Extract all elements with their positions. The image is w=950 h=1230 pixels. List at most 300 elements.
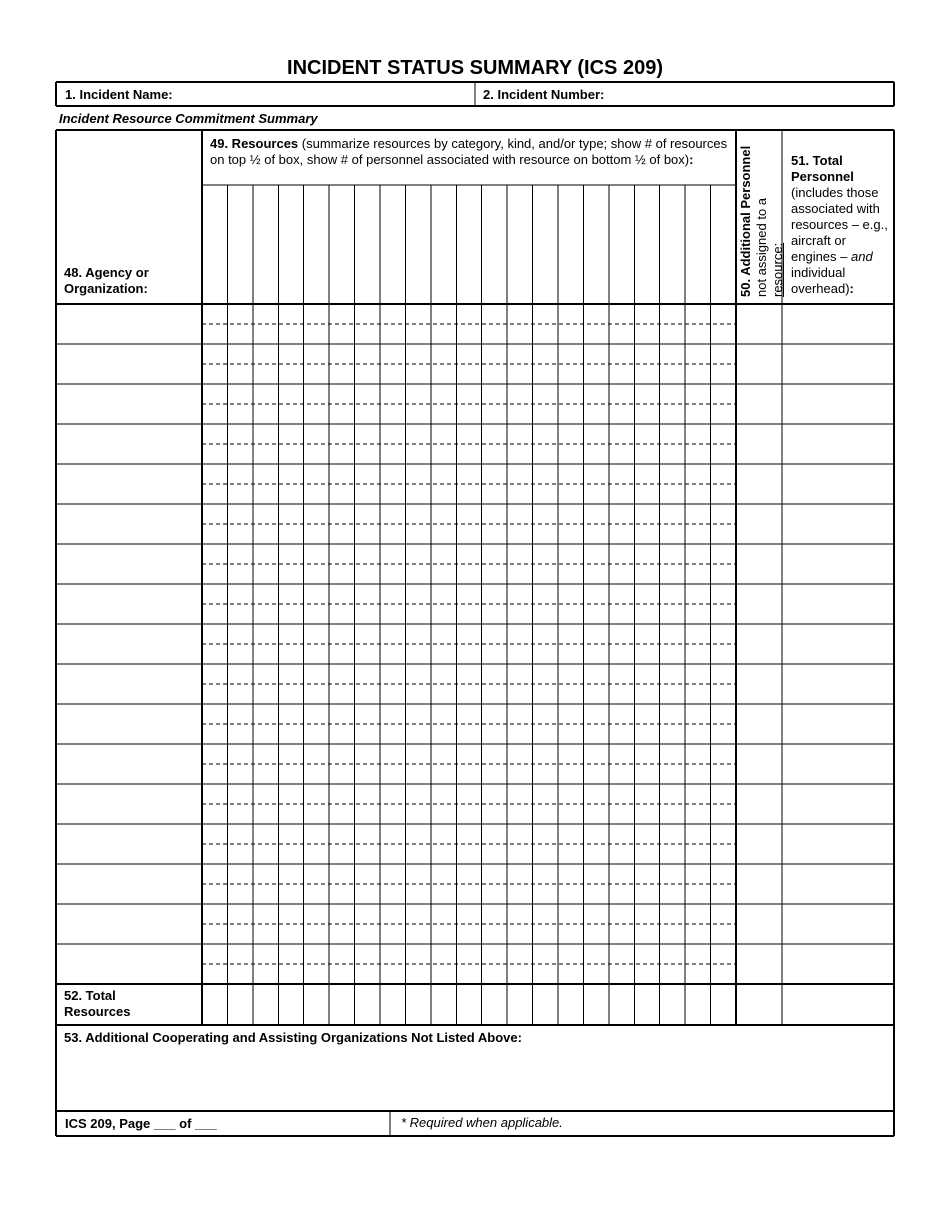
resource-personnel-cell[interactable]	[610, 685, 633, 703]
resource-count-cell[interactable]	[432, 505, 455, 523]
resource-count-cell[interactable]	[203, 425, 226, 443]
resource-count-cell[interactable]	[686, 905, 709, 923]
resource-count-cell[interactable]	[508, 425, 531, 443]
resource-personnel-cell[interactable]	[279, 445, 302, 463]
resource-count-cell[interactable]	[661, 425, 684, 443]
resource-personnel-cell[interactable]	[432, 405, 455, 423]
resource-count-cell[interactable]	[457, 825, 480, 843]
resource-personnel-cell[interactable]	[406, 325, 429, 343]
total-personnel-cell[interactable]	[784, 546, 892, 582]
resource-count-cell[interactable]	[508, 345, 531, 363]
agency-cell[interactable]	[58, 706, 200, 742]
resource-personnel-cell[interactable]	[635, 845, 658, 863]
resource-personnel-cell[interactable]	[559, 765, 582, 783]
resource-personnel-cell[interactable]	[457, 485, 480, 503]
resource-personnel-cell[interactable]	[432, 525, 455, 543]
resource-personnel-cell[interactable]	[254, 965, 277, 983]
resource-personnel-cell[interactable]	[432, 725, 455, 743]
resource-count-cell[interactable]	[254, 425, 277, 443]
resource-personnel-cell[interactable]	[661, 325, 684, 343]
resource-count-cell[interactable]	[712, 625, 735, 643]
resource-personnel-cell[interactable]	[381, 325, 404, 343]
resource-personnel-cell[interactable]	[508, 765, 531, 783]
resource-personnel-cell[interactable]	[483, 845, 506, 863]
resource-count-cell[interactable]	[330, 305, 353, 323]
resource-personnel-cell[interactable]	[635, 365, 658, 383]
resource-count-cell[interactable]	[254, 345, 277, 363]
resource-personnel-cell[interactable]	[381, 765, 404, 783]
resource-count-cell[interactable]	[686, 945, 709, 963]
resource-count-cell[interactable]	[661, 705, 684, 723]
resource-personnel-cell[interactable]	[712, 965, 735, 983]
resource-personnel-cell[interactable]	[534, 605, 557, 623]
resource-personnel-cell[interactable]	[483, 445, 506, 463]
resource-count-cell[interactable]	[381, 465, 404, 483]
resource-personnel-cell[interactable]	[381, 525, 404, 543]
total-resources-cell[interactable]	[457, 985, 480, 1023]
resource-personnel-cell[interactable]	[432, 325, 455, 343]
resource-personnel-cell[interactable]	[635, 685, 658, 703]
resource-count-cell[interactable]	[534, 625, 557, 643]
resource-count-cell[interactable]	[686, 345, 709, 363]
resource-count-cell[interactable]	[406, 465, 429, 483]
resource-count-cell[interactable]	[457, 345, 480, 363]
resource-count-cell[interactable]	[432, 305, 455, 323]
resource-personnel-cell[interactable]	[254, 765, 277, 783]
resource-personnel-cell[interactable]	[228, 885, 251, 903]
resource-count-cell[interactable]	[279, 745, 302, 763]
resource-count-cell[interactable]	[254, 665, 277, 683]
resource-count-cell[interactable]	[534, 305, 557, 323]
resource-personnel-cell[interactable]	[610, 365, 633, 383]
additional-personnel-cell[interactable]	[738, 346, 780, 382]
resource-count-cell[interactable]	[381, 505, 404, 523]
resource-personnel-cell[interactable]	[559, 605, 582, 623]
total-resources-cell[interactable]	[203, 985, 226, 1023]
resource-count-cell[interactable]	[305, 385, 328, 403]
agency-cell[interactable]	[58, 506, 200, 542]
resource-count-cell[interactable]	[228, 665, 251, 683]
resource-count-cell[interactable]	[254, 865, 277, 883]
resource-count-cell[interactable]	[661, 585, 684, 603]
resource-personnel-cell[interactable]	[254, 685, 277, 703]
resource-count-cell[interactable]	[686, 425, 709, 443]
total-resources-cell[interactable]	[228, 985, 251, 1023]
resource-personnel-cell[interactable]	[686, 365, 709, 383]
resource-count-cell[interactable]	[508, 305, 531, 323]
resource-personnel-cell[interactable]	[406, 765, 429, 783]
resource-personnel-cell[interactable]	[712, 485, 735, 503]
resource-personnel-cell[interactable]	[686, 965, 709, 983]
resource-personnel-cell[interactable]	[457, 685, 480, 703]
resource-count-cell[interactable]	[686, 865, 709, 883]
total-resources-cell[interactable]	[406, 985, 429, 1023]
resource-personnel-cell[interactable]	[203, 765, 226, 783]
resource-count-cell[interactable]	[432, 465, 455, 483]
additional-personnel-cell[interactable]	[738, 946, 780, 982]
resource-count-cell[interactable]	[432, 385, 455, 403]
resource-count-cell[interactable]	[508, 865, 531, 883]
additional-personnel-cell[interactable]	[738, 746, 780, 782]
resource-count-cell[interactable]	[534, 865, 557, 883]
resource-count-cell[interactable]	[635, 825, 658, 843]
resource-count-cell[interactable]	[584, 545, 607, 563]
resource-personnel-cell[interactable]	[559, 485, 582, 503]
resource-count-cell[interactable]	[279, 545, 302, 563]
resource-personnel-cell[interactable]	[661, 725, 684, 743]
resource-personnel-cell[interactable]	[686, 645, 709, 663]
resource-count-cell[interactable]	[584, 465, 607, 483]
resource-personnel-cell[interactable]	[406, 445, 429, 463]
resource-count-cell[interactable]	[457, 425, 480, 443]
resource-personnel-cell[interactable]	[483, 325, 506, 343]
resource-personnel-cell[interactable]	[381, 965, 404, 983]
resource-count-cell[interactable]	[534, 425, 557, 443]
resource-count-cell[interactable]	[661, 505, 684, 523]
additional-personnel-cell[interactable]	[738, 546, 780, 582]
resource-count-cell[interactable]	[356, 945, 379, 963]
resource-count-cell[interactable]	[330, 385, 353, 403]
resource-personnel-cell[interactable]	[432, 765, 455, 783]
resource-count-cell[interactable]	[610, 585, 633, 603]
total-personnel-cell[interactable]	[784, 786, 892, 822]
resource-count-cell[interactable]	[381, 865, 404, 883]
resource-personnel-cell[interactable]	[483, 685, 506, 703]
resource-personnel-cell[interactable]	[610, 525, 633, 543]
resource-count-cell[interactable]	[483, 505, 506, 523]
resource-personnel-cell[interactable]	[534, 645, 557, 663]
resource-personnel-cell[interactable]	[483, 525, 506, 543]
resource-count-cell[interactable]	[457, 585, 480, 603]
resource-count-cell[interactable]	[356, 385, 379, 403]
agency-cell[interactable]	[58, 666, 200, 702]
resource-personnel-cell[interactable]	[305, 765, 328, 783]
resource-personnel-cell[interactable]	[457, 805, 480, 823]
resource-count-cell[interactable]	[228, 705, 251, 723]
resource-personnel-cell[interactable]	[203, 485, 226, 503]
resource-personnel-cell[interactable]	[686, 685, 709, 703]
resource-personnel-cell[interactable]	[457, 325, 480, 343]
resource-count-cell[interactable]	[559, 865, 582, 883]
resource-count-cell[interactable]	[356, 745, 379, 763]
resource-count-cell[interactable]	[356, 345, 379, 363]
resource-personnel-cell[interactable]	[457, 965, 480, 983]
resource-count-cell[interactable]	[610, 505, 633, 523]
resource-personnel-cell[interactable]	[584, 765, 607, 783]
resource-count-cell[interactable]	[432, 545, 455, 563]
resource-personnel-cell[interactable]	[457, 565, 480, 583]
resource-personnel-cell[interactable]	[254, 445, 277, 463]
resource-personnel-cell[interactable]	[203, 365, 226, 383]
resource-personnel-cell[interactable]	[228, 725, 251, 743]
resource-personnel-cell[interactable]	[203, 885, 226, 903]
resource-count-cell[interactable]	[534, 945, 557, 963]
resource-personnel-cell[interactable]	[406, 485, 429, 503]
total-resources-cell[interactable]	[483, 985, 506, 1023]
resource-count-cell[interactable]	[203, 705, 226, 723]
resource-count-cell[interactable]	[279, 705, 302, 723]
resource-count-cell[interactable]	[610, 945, 633, 963]
resource-personnel-cell[interactable]	[483, 925, 506, 943]
resource-personnel-cell[interactable]	[356, 845, 379, 863]
total-resources-cell[interactable]	[610, 985, 633, 1023]
resource-personnel-cell[interactable]	[279, 365, 302, 383]
resource-personnel-cell[interactable]	[508, 325, 531, 343]
resource-count-cell[interactable]	[483, 545, 506, 563]
resource-personnel-cell[interactable]	[432, 445, 455, 463]
resource-count-cell[interactable]	[330, 425, 353, 443]
resource-count-cell[interactable]	[406, 345, 429, 363]
resource-personnel-cell[interactable]	[279, 645, 302, 663]
resource-count-cell[interactable]	[356, 865, 379, 883]
incident-number-field[interactable]	[620, 83, 890, 105]
resource-count-cell[interactable]	[279, 465, 302, 483]
resource-personnel-cell[interactable]	[203, 565, 226, 583]
resource-personnel-cell[interactable]	[610, 765, 633, 783]
resource-personnel-cell[interactable]	[508, 885, 531, 903]
resource-count-cell[interactable]	[712, 425, 735, 443]
resource-count-cell[interactable]	[483, 665, 506, 683]
resource-personnel-cell[interactable]	[610, 805, 633, 823]
total-resources-cell[interactable]	[254, 985, 277, 1023]
resource-personnel-cell[interactable]	[712, 765, 735, 783]
resource-personnel-cell[interactable]	[457, 925, 480, 943]
resource-count-cell[interactable]	[457, 625, 480, 643]
resource-count-cell[interactable]	[559, 425, 582, 443]
resource-personnel-cell[interactable]	[584, 365, 607, 383]
resource-count-cell[interactable]	[483, 585, 506, 603]
resource-count-cell[interactable]	[203, 305, 226, 323]
resource-personnel-cell[interactable]	[228, 645, 251, 663]
resource-personnel-cell[interactable]	[686, 605, 709, 623]
resource-personnel-cell[interactable]	[712, 685, 735, 703]
resource-count-cell[interactable]	[610, 625, 633, 643]
resource-personnel-cell[interactable]	[584, 565, 607, 583]
resource-count-cell[interactable]	[228, 745, 251, 763]
resource-personnel-cell[interactable]	[406, 885, 429, 903]
resource-count-cell[interactable]	[610, 345, 633, 363]
cooperating-orgs-field[interactable]	[60, 1048, 890, 1106]
resource-personnel-cell[interactable]	[279, 965, 302, 983]
resource-personnel-cell[interactable]	[584, 725, 607, 743]
resource-personnel-cell[interactable]	[254, 725, 277, 743]
resource-count-cell[interactable]	[610, 825, 633, 843]
resource-count-cell[interactable]	[534, 465, 557, 483]
resource-count-cell[interactable]	[661, 865, 684, 883]
resource-personnel-cell[interactable]	[228, 685, 251, 703]
resource-count-cell[interactable]	[508, 785, 531, 803]
resource-personnel-cell[interactable]	[508, 605, 531, 623]
resource-personnel-cell[interactable]	[686, 725, 709, 743]
resource-personnel-cell[interactable]	[661, 765, 684, 783]
resource-personnel-cell[interactable]	[559, 405, 582, 423]
resource-count-cell[interactable]	[483, 465, 506, 483]
resource-count-cell[interactable]	[508, 825, 531, 843]
resource-personnel-cell[interactable]	[228, 525, 251, 543]
resource-personnel-cell[interactable]	[661, 805, 684, 823]
resource-personnel-cell[interactable]	[635, 485, 658, 503]
resource-count-cell[interactable]	[661, 345, 684, 363]
resource-personnel-cell[interactable]	[457, 605, 480, 623]
resource-count-cell[interactable]	[559, 465, 582, 483]
resource-personnel-cell[interactable]	[457, 645, 480, 663]
resource-count-cell[interactable]	[483, 865, 506, 883]
resource-personnel-cell[interactable]	[305, 925, 328, 943]
total-resources-cell[interactable]	[381, 985, 404, 1023]
resource-count-cell[interactable]	[559, 905, 582, 923]
resource-count-cell[interactable]	[559, 705, 582, 723]
resource-personnel-cell[interactable]	[406, 565, 429, 583]
resource-count-cell[interactable]	[559, 345, 582, 363]
resource-count-cell[interactable]	[330, 665, 353, 683]
resource-personnel-cell[interactable]	[356, 565, 379, 583]
resource-personnel-cell[interactable]	[635, 885, 658, 903]
resource-count-cell[interactable]	[610, 425, 633, 443]
resource-personnel-cell[interactable]	[203, 325, 226, 343]
resource-count-cell[interactable]	[432, 425, 455, 443]
resource-count-cell[interactable]	[483, 785, 506, 803]
resource-personnel-cell[interactable]	[406, 805, 429, 823]
resource-personnel-cell[interactable]	[356, 605, 379, 623]
resource-count-cell[interactable]	[483, 625, 506, 643]
resource-personnel-cell[interactable]	[254, 525, 277, 543]
resource-count-cell[interactable]	[381, 745, 404, 763]
resource-count-cell[interactable]	[559, 665, 582, 683]
additional-personnel-cell[interactable]	[738, 866, 780, 902]
resource-count-cell[interactable]	[457, 385, 480, 403]
resource-personnel-cell[interactable]	[381, 725, 404, 743]
resource-count-cell[interactable]	[661, 465, 684, 483]
resource-count-cell[interactable]	[432, 945, 455, 963]
resource-count-cell[interactable]	[610, 905, 633, 923]
resource-personnel-cell[interactable]	[203, 445, 226, 463]
resource-personnel-cell[interactable]	[635, 805, 658, 823]
resource-count-cell[interactable]	[279, 345, 302, 363]
resource-count-cell[interactable]	[432, 745, 455, 763]
resource-count-cell[interactable]	[330, 905, 353, 923]
resource-personnel-cell[interactable]	[508, 565, 531, 583]
resource-count-cell[interactable]	[254, 625, 277, 643]
resource-personnel-cell[interactable]	[610, 405, 633, 423]
resource-personnel-cell[interactable]	[534, 325, 557, 343]
resource-personnel-cell[interactable]	[661, 965, 684, 983]
total-personnel-cell[interactable]	[784, 706, 892, 742]
resource-count-cell[interactable]	[228, 825, 251, 843]
resource-count-cell[interactable]	[584, 625, 607, 643]
resource-personnel-cell[interactable]	[305, 645, 328, 663]
resource-count-cell[interactable]	[254, 745, 277, 763]
resource-count-cell[interactable]	[534, 345, 557, 363]
resource-count-cell[interactable]	[712, 825, 735, 843]
resource-personnel-cell[interactable]	[279, 765, 302, 783]
resource-count-cell[interactable]	[203, 465, 226, 483]
total-resources-cell[interactable]	[686, 985, 709, 1023]
resource-count-cell[interactable]	[203, 345, 226, 363]
resource-count-cell[interactable]	[432, 785, 455, 803]
resource-count-cell[interactable]	[610, 305, 633, 323]
resource-count-cell[interactable]	[254, 385, 277, 403]
resource-personnel-cell[interactable]	[330, 885, 353, 903]
resource-count-cell[interactable]	[432, 345, 455, 363]
agency-cell[interactable]	[58, 826, 200, 862]
resource-personnel-cell[interactable]	[661, 365, 684, 383]
resource-count-cell[interactable]	[712, 385, 735, 403]
resource-count-cell[interactable]	[381, 625, 404, 643]
resource-personnel-cell[interactable]	[686, 925, 709, 943]
resource-count-cell[interactable]	[406, 945, 429, 963]
resource-count-cell[interactable]	[279, 865, 302, 883]
total-resources-cell[interactable]	[279, 985, 302, 1023]
resource-personnel-cell[interactable]	[610, 485, 633, 503]
resource-personnel-cell[interactable]	[635, 925, 658, 943]
resource-personnel-cell[interactable]	[279, 485, 302, 503]
resource-personnel-cell[interactable]	[330, 765, 353, 783]
resource-count-cell[interactable]	[228, 905, 251, 923]
resource-personnel-cell[interactable]	[279, 525, 302, 543]
resource-personnel-cell[interactable]	[254, 805, 277, 823]
resource-personnel-cell[interactable]	[534, 805, 557, 823]
resource-count-cell[interactable]	[203, 625, 226, 643]
resource-personnel-cell[interactable]	[508, 445, 531, 463]
resource-count-cell[interactable]	[381, 585, 404, 603]
resource-personnel-cell[interactable]	[508, 805, 531, 823]
resource-personnel-cell[interactable]	[661, 685, 684, 703]
resource-personnel-cell[interactable]	[330, 365, 353, 383]
total-personnel-cell[interactable]	[784, 826, 892, 862]
resource-count-cell[interactable]	[610, 745, 633, 763]
resource-count-cell[interactable]	[330, 545, 353, 563]
resource-count-cell[interactable]	[661, 745, 684, 763]
resource-count-cell[interactable]	[584, 785, 607, 803]
resource-personnel-cell[interactable]	[559, 845, 582, 863]
resource-personnel-cell[interactable]	[279, 565, 302, 583]
resource-personnel-cell[interactable]	[610, 725, 633, 743]
resource-count-cell[interactable]	[712, 545, 735, 563]
resource-personnel-cell[interactable]	[686, 765, 709, 783]
resource-personnel-cell[interactable]	[406, 925, 429, 943]
resource-personnel-cell[interactable]	[305, 845, 328, 863]
resource-personnel-cell[interactable]	[381, 925, 404, 943]
resource-personnel-cell[interactable]	[508, 685, 531, 703]
additional-personnel-cell[interactable]	[738, 386, 780, 422]
resource-personnel-cell[interactable]	[584, 965, 607, 983]
resource-count-cell[interactable]	[635, 385, 658, 403]
resource-count-cell[interactable]	[686, 505, 709, 523]
resource-count-cell[interactable]	[254, 545, 277, 563]
resource-count-cell[interactable]	[203, 665, 226, 683]
resource-count-cell[interactable]	[432, 665, 455, 683]
resource-personnel-cell[interactable]	[661, 885, 684, 903]
resource-count-cell[interactable]	[534, 665, 557, 683]
resource-count-cell[interactable]	[330, 865, 353, 883]
resource-count-cell[interactable]	[254, 785, 277, 803]
resource-personnel-cell[interactable]	[508, 485, 531, 503]
resource-count-cell[interactable]	[432, 825, 455, 843]
resource-personnel-cell[interactable]	[712, 925, 735, 943]
resource-personnel-cell[interactable]	[508, 525, 531, 543]
resource-count-cell[interactable]	[279, 665, 302, 683]
resource-personnel-cell[interactable]	[584, 525, 607, 543]
resource-personnel-cell[interactable]	[584, 405, 607, 423]
resource-personnel-cell[interactable]	[330, 565, 353, 583]
resource-count-cell[interactable]	[305, 545, 328, 563]
resource-personnel-cell[interactable]	[203, 685, 226, 703]
resource-count-cell[interactable]	[584, 425, 607, 443]
resource-count-cell[interactable]	[356, 305, 379, 323]
resource-count-cell[interactable]	[712, 785, 735, 803]
resource-personnel-cell[interactable]	[381, 885, 404, 903]
resource-count-cell[interactable]	[432, 705, 455, 723]
